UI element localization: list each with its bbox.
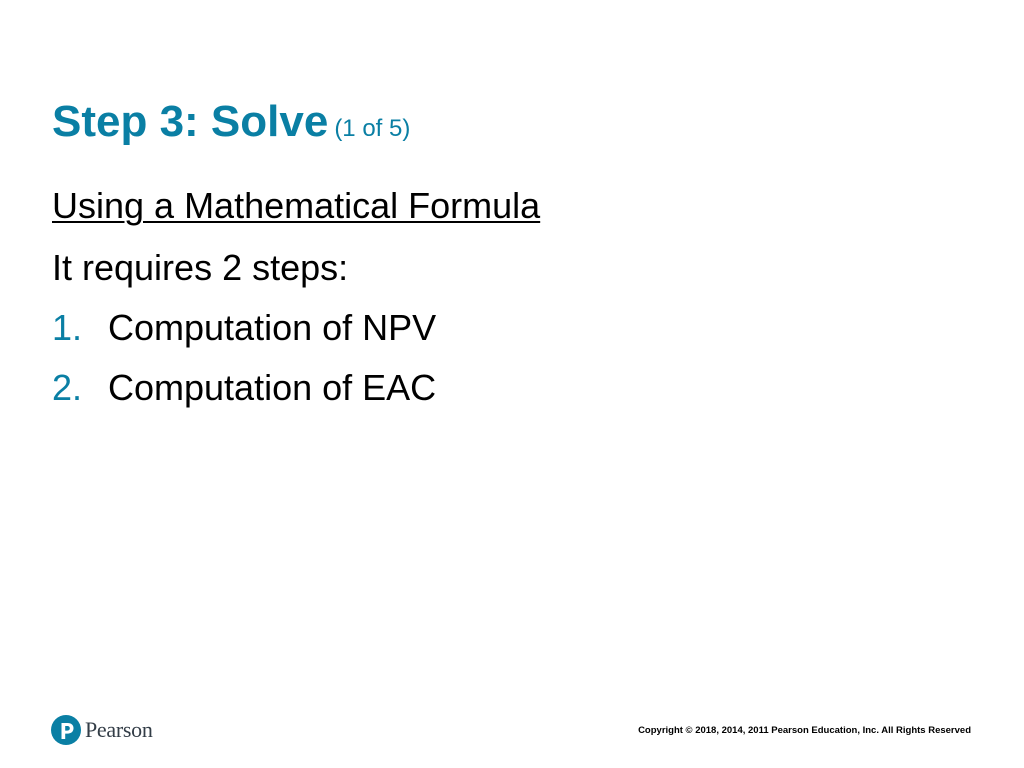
copyright-notice: Copyright © 2018, 2014, 2011 Pearson Education, Inc. All Rights Reserved	[638, 725, 971, 736]
list-item	[52, 366, 436, 410]
intro-text: It requires 2 steps:	[52, 247, 349, 288]
slide-title-page-indicator: (1 of 5)	[334, 115, 411, 142]
pearson-logo	[51, 713, 153, 747]
section-subheading: Using a Mathematical Formula	[52, 185, 541, 226]
pearson-wordmark: Pearson	[85, 717, 153, 742]
list-item-number: 2.	[52, 367, 83, 408]
list-item	[52, 306, 436, 350]
slide-title	[52, 96, 410, 158]
slide-title-text: Step 3: Solve	[52, 97, 329, 146]
list-item-number: 1.	[52, 307, 83, 348]
list-item-text: Computation of NPV	[108, 307, 437, 348]
pearson-p-icon	[51, 715, 81, 745]
list-item-text: Computation of EAC	[108, 367, 437, 408]
